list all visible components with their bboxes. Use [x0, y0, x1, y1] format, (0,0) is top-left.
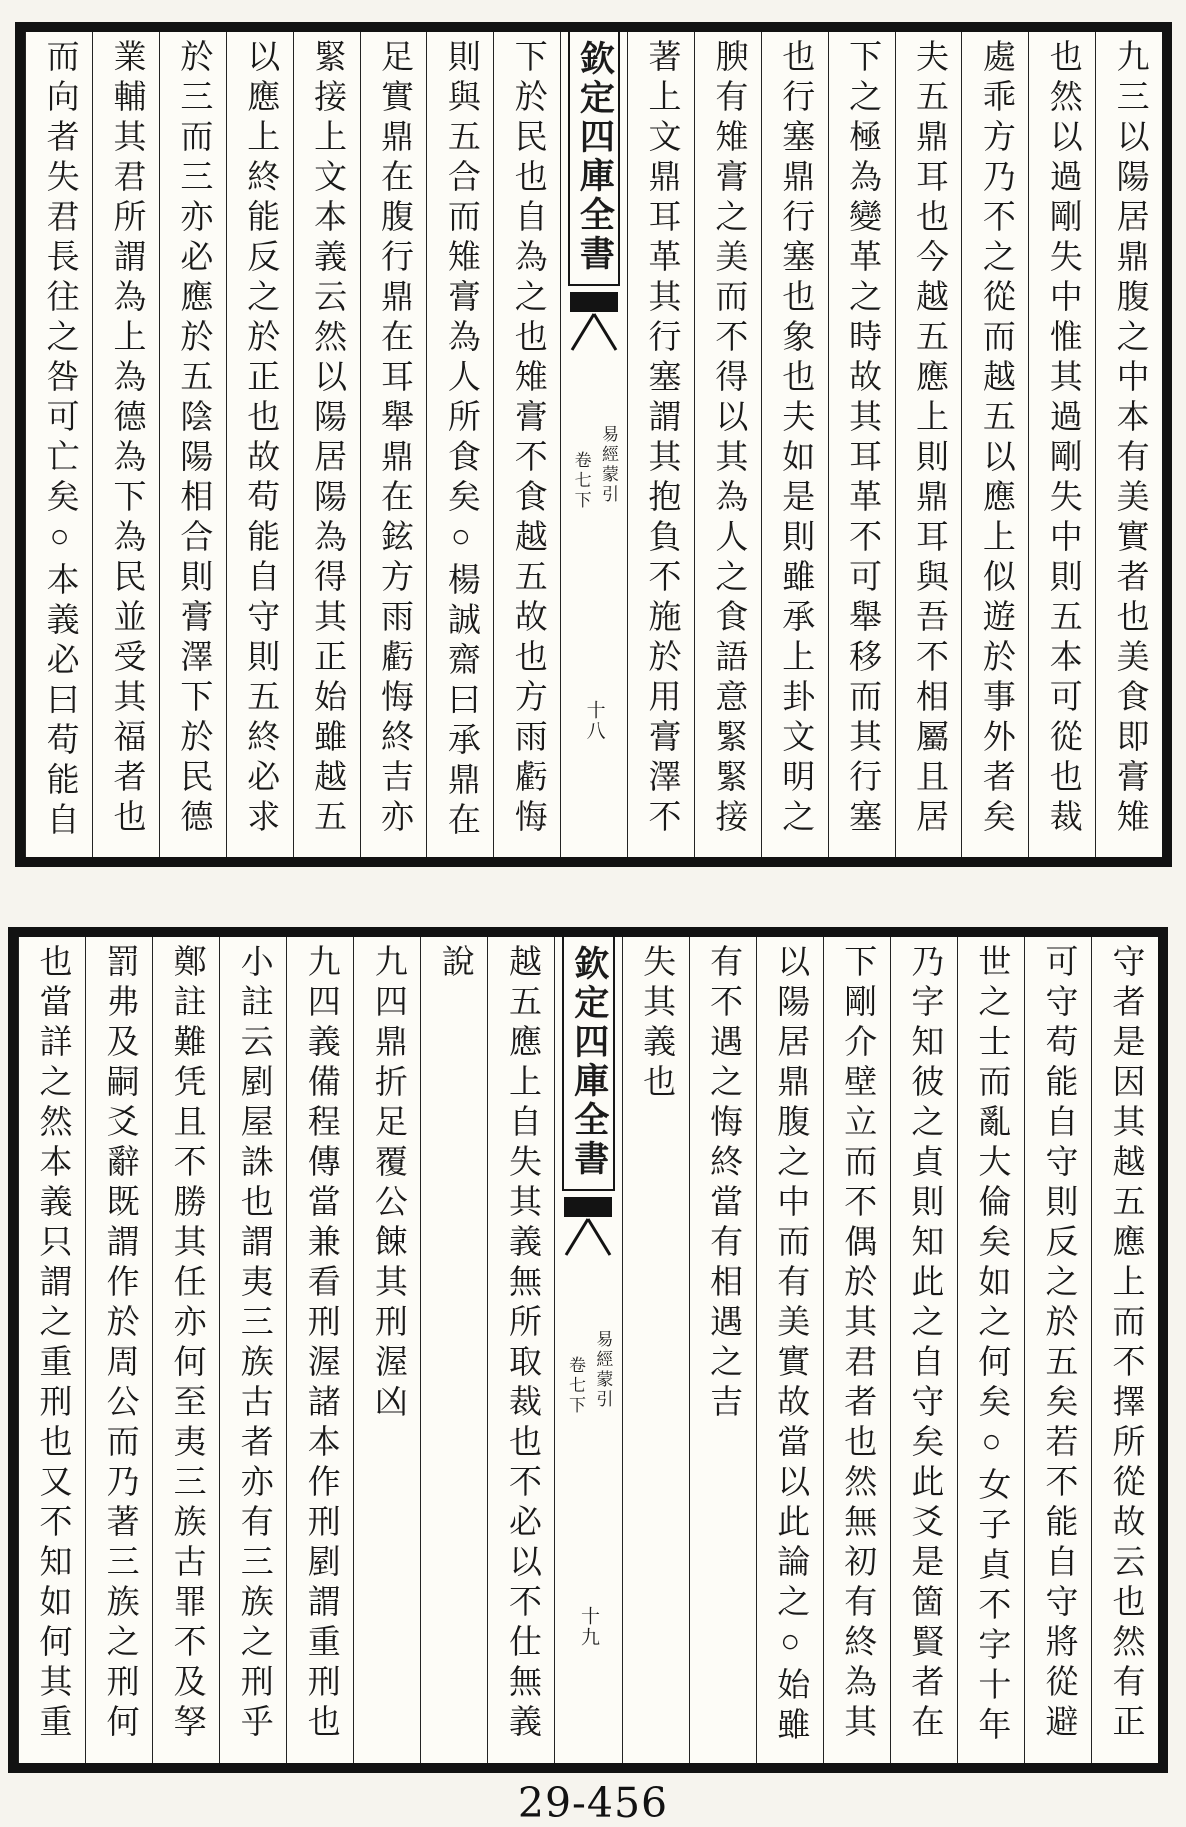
- column-text: 也當詳之然本義只謂之重刑也又不知如何其重: [34, 944, 71, 1744]
- column-text: 九三以陽居鼎腹之中本有美實者也美食即膏雉: [1111, 39, 1148, 839]
- column-text: 腴有雉膏之美而不得以其為人之食語意緊緊接: [710, 39, 747, 839]
- page-leaf-bottom: [8, 927, 1168, 1773]
- text-column: [961, 32, 1028, 857]
- column-text: 乃字知彼之貞則知此之自守矣此爻是箇賢者在: [906, 944, 943, 1744]
- column-text: 而向者失君長往之咎可亡矣○本義必曰苟能自: [41, 39, 78, 842]
- text-column: [487, 937, 554, 1763]
- siku-title-box: [562, 937, 615, 1191]
- column-text: 以應上終能反之於正也故苟能自守則五終必求: [242, 39, 279, 839]
- text-column: [1028, 32, 1095, 857]
- text-column: [895, 32, 962, 857]
- column-text: 守者是因其越五應上而不擇所從故云也然有正: [1107, 944, 1144, 1744]
- fishtail-icon: [569, 292, 619, 359]
- text-column: [689, 937, 756, 1763]
- text-column: [1091, 937, 1158, 1763]
- text-column: [627, 32, 694, 857]
- page-number: 29-456: [517, 1779, 669, 1827]
- column-text: 九四鼎折足覆公餗其刑渥凶: [369, 944, 406, 1424]
- text-column: [353, 937, 420, 1763]
- text-column: [890, 937, 957, 1763]
- book-title-label: 易經蒙引: [598, 425, 618, 505]
- volume-label: 卷七下: [565, 1356, 585, 1416]
- column-text: 可守苟能自守則反之於五矣若不能自守將從避: [1040, 944, 1077, 1744]
- banxin-column: [560, 32, 627, 857]
- text-column: [360, 32, 427, 857]
- book-title-label: 易經蒙引: [593, 1330, 613, 1410]
- column-text: 越五應上自失其義無所取裁也不必以不仕無義: [503, 944, 540, 1744]
- text-column: [286, 937, 353, 1763]
- text-column: [226, 32, 293, 857]
- siku-quanshu-title: 欽定四庫全書: [569, 945, 609, 1179]
- text-column: [761, 32, 828, 857]
- banxin-labels: [565, 1330, 613, 1416]
- text-column: [219, 937, 286, 1763]
- column-text: 鄭註難凭且不勝其任亦何至夷三族古罪不及孥: [168, 944, 205, 1744]
- column-text: 於三而三亦必應於五陰陽相合則膏澤下於民德: [175, 39, 212, 839]
- siku-title-box: [568, 32, 621, 286]
- text-column: [152, 937, 219, 1763]
- column-text: 下剛介壁立而不偶於其君者也然無初有終為其: [839, 944, 876, 1744]
- text-column: [85, 937, 152, 1763]
- column-text: 以陽居鼎腹之中而有美實故當以此論之○始雖: [772, 944, 809, 1747]
- column-text: 夫五鼎耳也今越五應上則鼎耳與吾不相屬且居: [911, 39, 947, 839]
- text-columns-bottom: [18, 937, 1158, 1763]
- text-column: [1024, 937, 1091, 1763]
- column-text: 也然以過剛失中惟其過剛失中則五本可從也裁: [1044, 39, 1081, 839]
- banxin-column: [554, 937, 621, 1763]
- column-text: 世之士而亂大倫矣如之何矣○女子貞不字十年: [973, 944, 1010, 1747]
- text-column: [25, 32, 92, 857]
- text-column: [493, 32, 560, 857]
- column-text: 足實鼎在腹行鼎在耳舉鼎在鉉方雨虧悔終吉亦: [376, 39, 412, 839]
- text-column: [293, 32, 360, 857]
- text-column: [1095, 32, 1162, 857]
- text-columns-top: [25, 32, 1162, 857]
- banxin-labels: [570, 425, 618, 511]
- column-text: 小註云剭屋誅也謂夷三族古者亦有三族之刑乎: [235, 944, 272, 1744]
- column-text: 有不遇之悔終當有相遇之吉: [705, 944, 742, 1424]
- column-text: 處乖方乃不之從而越五以應上似遊於事外者矣: [977, 39, 1014, 839]
- column-text: 下之極為變革之時故其耳革不可舉移而其行塞: [844, 39, 881, 839]
- text-column: [694, 32, 761, 857]
- siku-quanshu-title: 欽定四庫全書: [575, 40, 615, 274]
- text-column: [823, 937, 890, 1763]
- column-text: 緊接上文本義云然以陽居陽為得其正始雖越五: [309, 39, 346, 839]
- page-leaf-top: [15, 22, 1172, 867]
- fishtail-icon: [563, 1197, 613, 1264]
- column-text: 九四義備程傳當兼看刑渥諸本作刑剭謂重刑也: [302, 944, 339, 1744]
- text-column: [92, 32, 159, 857]
- leaf-number: 十九: [577, 1606, 599, 1648]
- text-column: [426, 32, 493, 857]
- column-text: 失其義也: [638, 944, 675, 1104]
- column-text: 下於民也自為之也雉膏不食越五故也方雨虧悔: [509, 39, 546, 839]
- column-text: 說: [436, 944, 473, 984]
- column-text: 著上文鼎耳革其行塞謂其抱負不施於用膏澤不: [643, 39, 680, 839]
- text-column: [622, 937, 689, 1763]
- volume-label: 卷七下: [571, 451, 591, 511]
- text-column: [159, 32, 226, 857]
- text-column: [420, 937, 487, 1763]
- leaf-number: 十八: [583, 700, 605, 742]
- text-column: [828, 32, 895, 857]
- column-text: 則與五合而雉膏為人所食矣○楊誠齋曰承鼎在: [442, 39, 479, 842]
- column-text: 業輔其君所謂為上為德為下為民並受其福者也: [108, 39, 145, 839]
- column-text: 罰弗及嗣爻辭既謂作於周公而乃著三族之刑何: [101, 944, 138, 1744]
- text-column: [756, 937, 823, 1763]
- column-text: 也行塞鼎行塞也象也夫如是則雖承上卦文明之: [777, 39, 814, 839]
- text-column: [957, 937, 1024, 1763]
- text-column: [18, 937, 85, 1763]
